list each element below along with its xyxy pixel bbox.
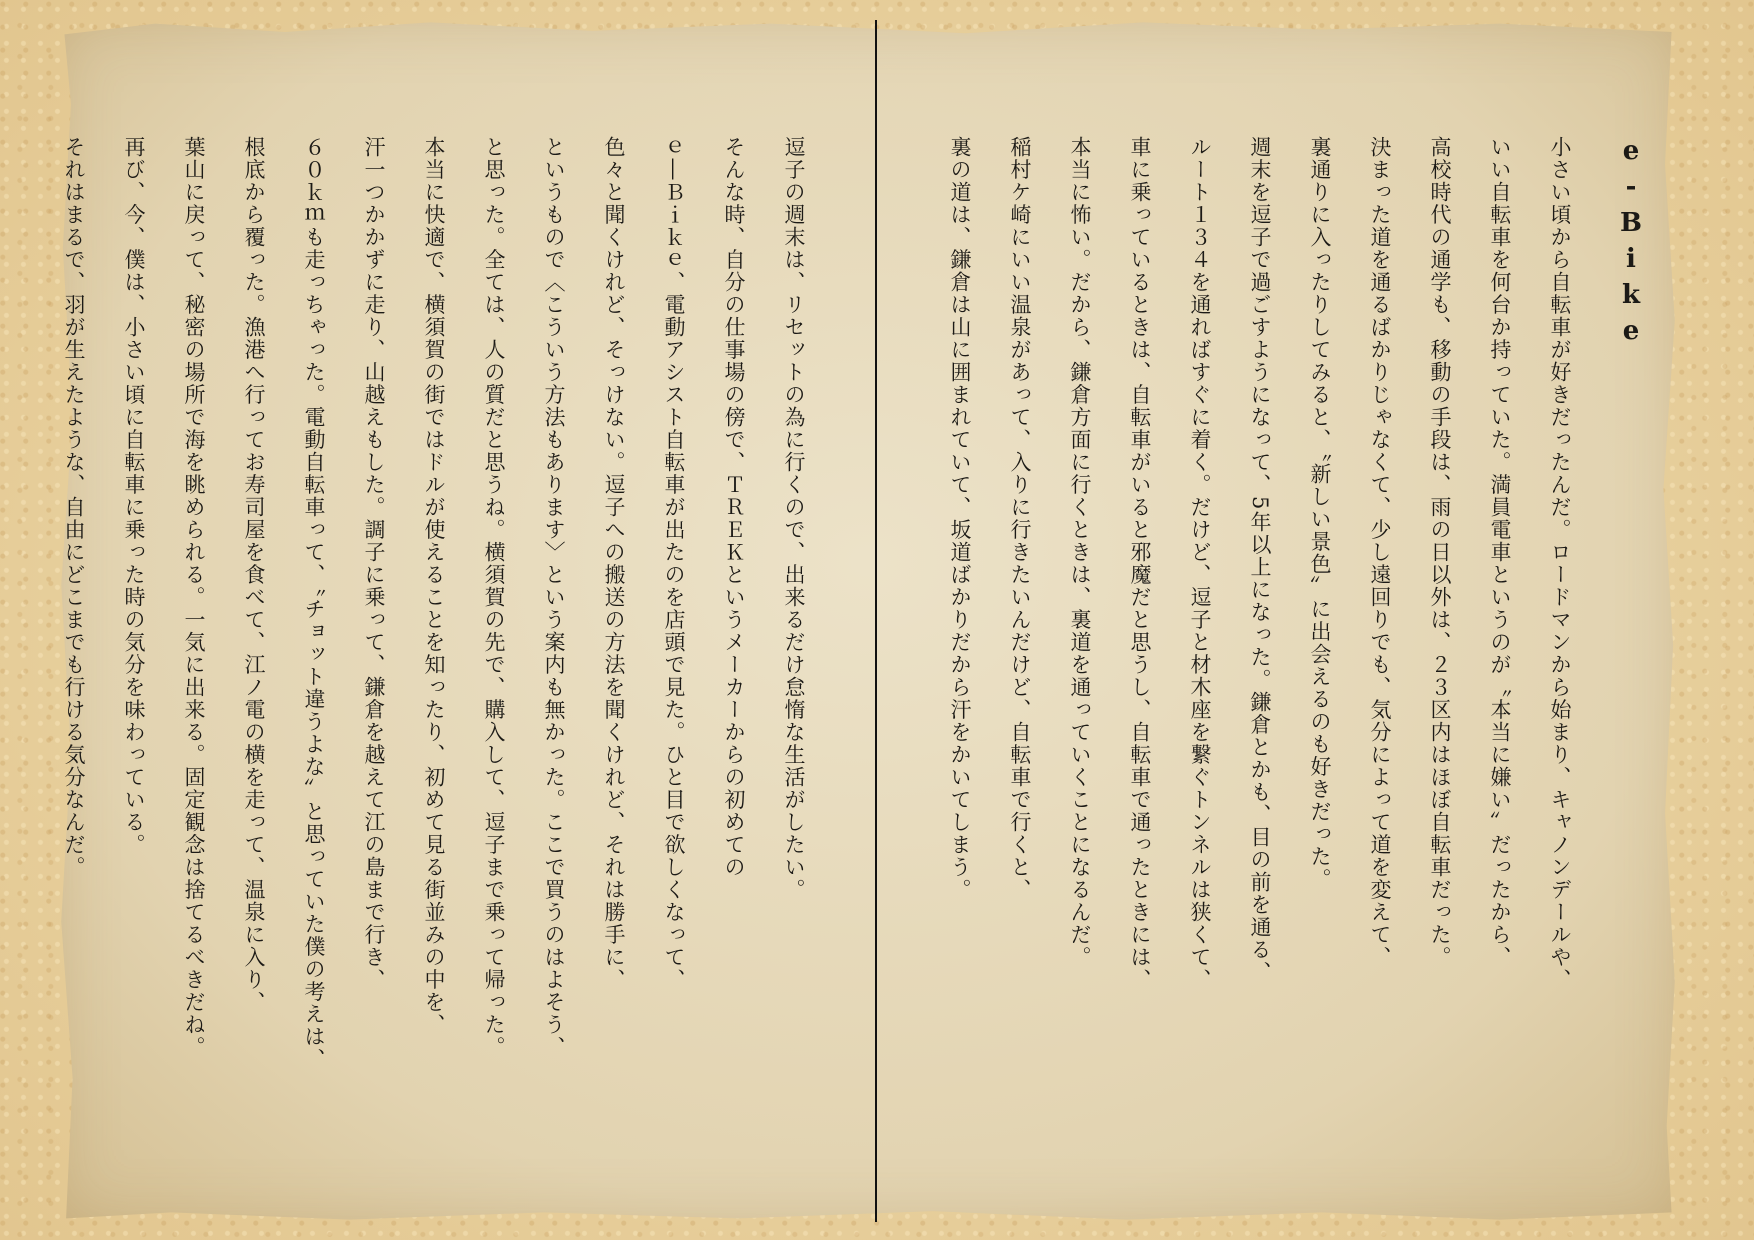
text-line: ６０ｋｍも走っちゃった。電動自転車って、〝チョット違うよな〟と思っていた僕の考えは、 <box>302 136 326 1071</box>
text-line: それはまるで、羽が生えたような、自由にどこまでも行ける気分なんだ。 <box>62 136 86 879</box>
text-line: 裏通りに入ったりしてみると、〝新しい景色〟に出会えるのも好きだった。 <box>1308 136 1332 891</box>
text-line: 根底から覆った。漁港へ行ってお寿司屋を食べて、江ノ電の横を走って、温泉に入り、 <box>242 136 266 1014</box>
text-line: 本当に快適で、横須賀の街ではドルが使えることを知ったり、初めて見る街並みの中を、 <box>422 136 446 1036</box>
text-line: 葉山に戻って、秘密の場所で海を眺められる。一気に出来る。固定観念は捨てるべきだね。 <box>182 136 206 1059</box>
text-line: ルート１３４を通ればすぐに着く。だけど、逗子と材木座を繋ぐトンネルは狭くて、 <box>1188 136 1212 991</box>
right-page-text <box>930 136 1590 991</box>
text-line: と思った。全ては、人の質だと思うね。横須賀の先で、購入して、逗子まで乗って帰った。 <box>482 136 506 1059</box>
text-line: 色々と聞くけれど、そっけない。逗子への搬送の方法を聞くけれど、それは勝手に、 <box>602 136 626 991</box>
text-line: そんな時、自分の仕事場の傍で、ＴＲＥＫというメーカーからの初めての <box>722 136 746 879</box>
text-line: 車に乗っているときは、自転車がいると邪魔だと思うし、自転車で通ったときには、 <box>1128 136 1152 991</box>
text-line: 裏の道は、鎌倉は山に囲まれていて、坂道ばかりだから汗をかいてしまう。 <box>948 136 972 901</box>
page-divider <box>875 20 877 1222</box>
text-line: 決まった道を通るばかりじゃなくて、少し遠回りでも、気分によって道を変えて、 <box>1368 136 1392 969</box>
text-line: 本当に怖い。だから、鎌倉方面に行くときは、裏道を通っていくことになるんだ。 <box>1068 136 1092 969</box>
text-line: 週末を逗子で過ごすようになって、5年以上になった。鎌倉とかも、目の前を通る、 <box>1248 136 1272 984</box>
text-line: 小さい頃から自転車が好きだったんだ。ロードマンから始まり、キャノンデールや、 <box>1548 136 1572 991</box>
text-line: 汗一つかかずに走り、山越えもした。調子に乗って、鎌倉を越えて江の島まで行き、 <box>362 136 386 991</box>
text-line: いい自転車を何台か持っていた。満員電車というのが〝本当に嫌い〟だったから、 <box>1488 136 1512 969</box>
left-page-text <box>44 136 824 1071</box>
document-title: e-Bike <box>1616 136 1646 352</box>
text-line: 稲村ケ崎にいい温泉があって、入りに行きたいんだけど、自転車で行くと、 <box>1008 136 1032 901</box>
text-line: 高校時代の通学も、移動の手段は、雨の日以外は、２３区内はほぼ自転車だった。 <box>1428 136 1452 969</box>
text-line: 逗子の週末は、リセットの為に行くので、出来るだけ怠惰な生活がしたい。 <box>782 136 806 901</box>
text-line: ｅ―Ｂｉｋｅ、電動アシスト自転車が出たのを店頭で見た。ひと目で欲しくなって、 <box>662 136 686 991</box>
text-line: 再び、今、僕は、小さい頃に自転車に乗った時の気分を味わっている。 <box>122 136 146 856</box>
text-line: というもので〈こういう方法もあります〉という案内も無かった。ここで買うのはよそう、 <box>542 136 566 1059</box>
